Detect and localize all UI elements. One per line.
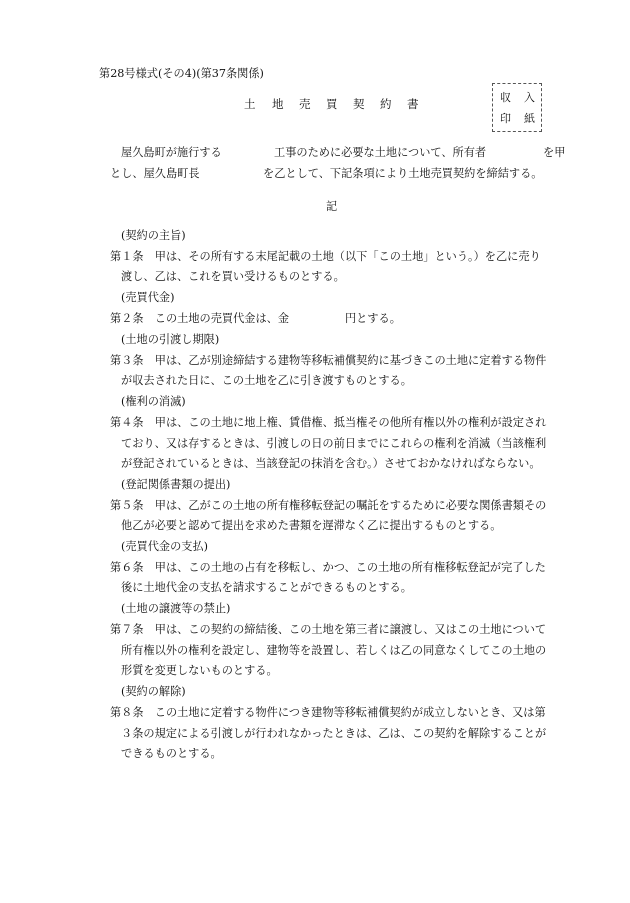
article-heading: (売買代金) — [121, 291, 175, 304]
article-heading: (土地の譲渡等の禁止) — [121, 602, 231, 615]
article-line: 後に土地代金の支払を請求することができるものとする。 — [121, 581, 412, 594]
article-line: 形質を変更しないものとする。 — [121, 664, 278, 677]
article-line: 第１条 甲は、その所有する末尾記載の土地（以下「この土地」という。）を乙に売り — [110, 250, 541, 263]
article-line: 第６条 甲は、この土地の占有を移転し、かつ、この土地の所有権移転登記が完了した — [110, 561, 546, 574]
article-line: 第８条 この土地に定着する物件につき建物等移転補償契約が成立しないとき、又は第 — [110, 706, 546, 719]
title-char: 買 — [326, 97, 338, 111]
stamp-char: 紙 — [524, 112, 535, 125]
article-line: が収去された日に、この土地を乙に引き渡すものとする。 — [121, 374, 412, 387]
article-line: 第４条 甲は、この土地に地上権、賃借権、抵当権その他所有権以外の権利が設定され — [110, 416, 547, 429]
article-heading: (登記関係書類の提出) — [121, 478, 231, 491]
revenue-stamp-box — [492, 83, 542, 132]
title-char: 約 — [380, 97, 392, 111]
ki-heading: 記 — [326, 200, 338, 213]
title-char: 売 — [299, 97, 311, 111]
article-heading: (権利の消滅) — [121, 395, 186, 408]
intro-text: を甲 — [543, 146, 566, 159]
article-line: できるものとする。 — [121, 747, 222, 760]
intro-text: 屋久島町が施行する — [121, 146, 222, 159]
stamp-char: 入 — [524, 91, 535, 104]
article-heading: (土地の引渡し期限) — [121, 333, 220, 346]
title-char: 書 — [407, 97, 419, 111]
article-line: ３条の規定による引渡しが行われなかったときは、乙は、この契約を解除することが — [121, 727, 547, 740]
article-line: 第７条 甲は、この契約の締結後、この土地を第三者に譲渡し、又はこの土地について — [110, 623, 547, 636]
article-heading: (売買代金の支払) — [121, 540, 209, 553]
article-line: が登記されているときは、当該登記の抹消を含む。）させておかなければならない。 — [121, 457, 541, 470]
title-char: 土 — [244, 97, 256, 111]
article-line: 渡し、乙は、これを買い受けるものとする。 — [121, 270, 345, 283]
article-line: 第３条 甲は、乙が別途締結する建物等移転補償契約に基づきこの土地に定着する物件 — [110, 354, 547, 367]
article-line: 第５条 甲は、乙がこの土地の所有権移転登記の嘱託をするために必要な関係書類その — [110, 499, 547, 512]
article-line: ており、又は存するときは、引渡しの日の前日までにこれらの権利を消滅（当該権利 — [121, 437, 547, 450]
article-line: 所有権以外の権利を設定し、建物等を設置し、若しくは乙の同意なくしてこの土地の — [121, 644, 547, 657]
stamp-char: 収 — [500, 91, 511, 104]
intro-text: 工事のために必要な土地について、所有者 — [274, 146, 487, 159]
article-line: 第２条 この土地の売買代金は、金 円とする。 — [110, 312, 401, 325]
stamp-char: 印 — [500, 112, 511, 125]
article-heading: (契約の解除) — [121, 685, 186, 698]
intro-text: を乙として、下記条項により土地売買契約を締結する。 — [263, 167, 543, 180]
title-char: 地 — [272, 97, 284, 111]
title-char: 契 — [353, 97, 365, 111]
form-number-label: 第28号様式(その4)(第37条関係) — [99, 67, 264, 80]
article-line: 他乙が必要と認めて提出を求めた書類を遅滞なく乙に提出するものとする。 — [121, 519, 502, 532]
intro-text: とし、屋久島町長 — [110, 167, 200, 180]
article-heading: (契約の主旨) — [121, 229, 186, 242]
